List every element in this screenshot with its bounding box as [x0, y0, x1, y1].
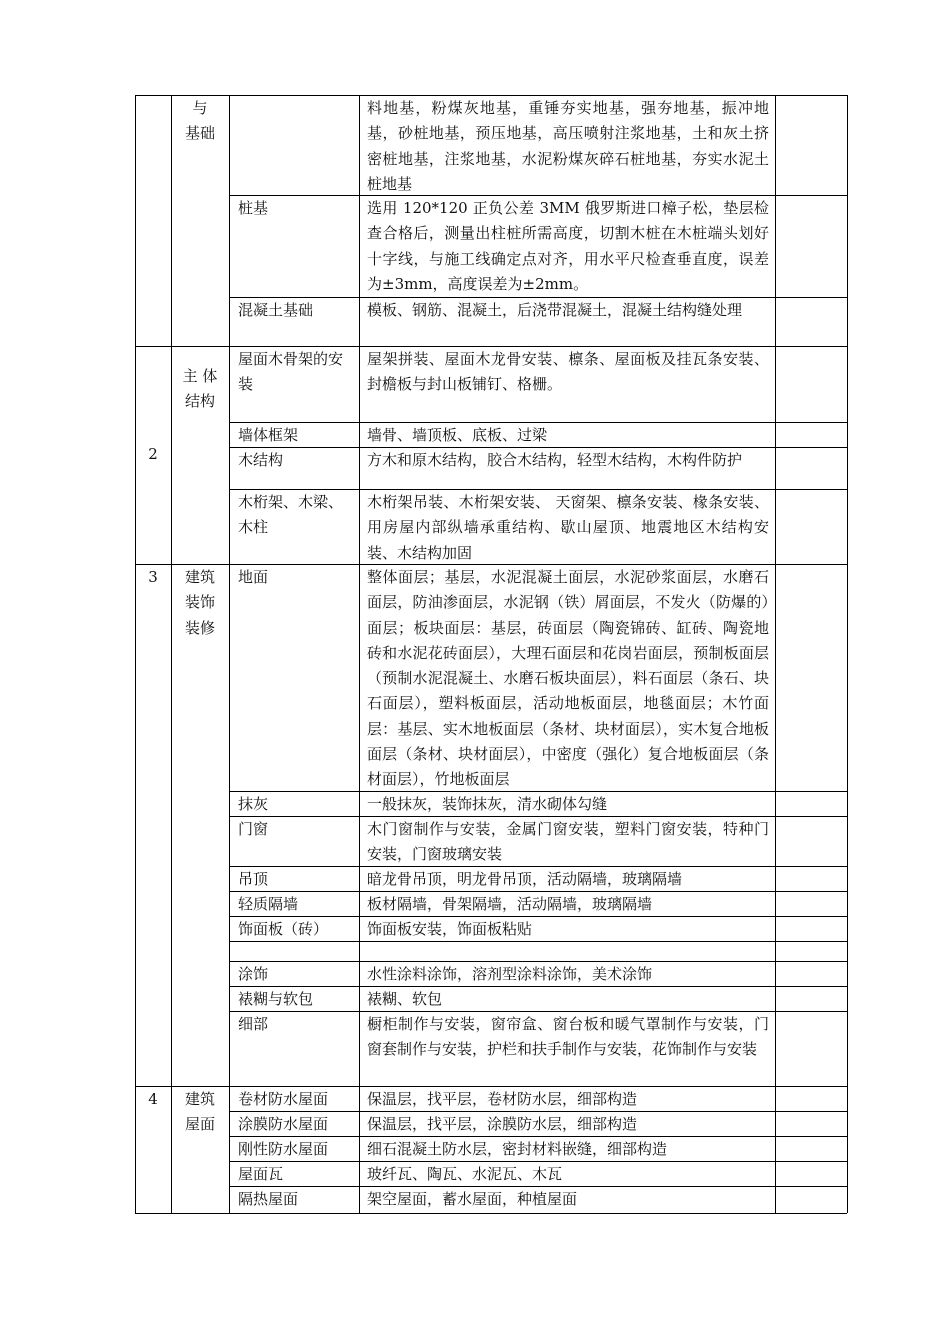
serial-number: 3: [148, 568, 158, 586]
serial-number: 2: [148, 445, 158, 463]
subitem-label: 桩基: [238, 199, 269, 217]
content-text: 板材隔墙，骨架隔墙，活动隔墙，玻璃隔墙: [367, 895, 653, 913]
subitem-label: 卷材防水屋面: [238, 1090, 329, 1108]
subitem-label: 吊顶: [238, 870, 269, 888]
subitem-label: 细部: [238, 1015, 269, 1033]
subitem-label: 刚性防水屋面: [238, 1140, 329, 1158]
content-text: 保温层，找平层，卷材防水层，细部构造: [367, 1090, 638, 1108]
content-text: 屋架拼装、屋面木龙骨安装、檩条、屋面板及挂瓦条安装、封檐板与封山板铺钉、格栅。: [367, 350, 769, 394]
content-text: 选用 120*120 正负公差 3MM 俄罗斯进口樟子松，垫层检查合格后，测量出柱桩所需高度，切割木桩在木桩端头划好十字线，与施工线确定点对齐，用水平尺检查垂直度，误差为±3mm，高度误差为±2mm。: [367, 199, 769, 293]
content-text: 裱糊、软包: [367, 990, 443, 1008]
subitem-label: 木结构: [238, 451, 284, 469]
subitem-label: 饰面板（砖）: [238, 920, 329, 938]
content-text: 木桁架吊装、木桁架安装、 天窗架、檩条安装、椽条安装、用房屋内部纵墙承重结构、歇山屋顶、地震地区木结构安装、木结构加固: [367, 493, 769, 562]
content-text: 水性涂料涂饰，溶剂型涂料涂饰，美术涂饰: [367, 965, 653, 983]
content-text: 模板、钢筋、混凝土，后浇带混凝土，混凝土结构缝处理: [367, 301, 743, 319]
subitem-label: 涂饰: [238, 965, 269, 983]
category-label: 与 基础: [184, 99, 215, 143]
serial-number: 4: [148, 1090, 158, 1108]
subitem-label: 木桁架、木梁、木柱: [238, 493, 344, 537]
content-text: 架空屋面，蓄水屋面，种植屋面: [367, 1190, 578, 1208]
content-text: 饰面板安装，饰面板粘贴: [367, 920, 533, 938]
content-text: 整体面层；基层，水泥混凝土面层，水泥砂浆面层，水磨石面层，防油渗面层，水泥钢（铁）屑面层，不发火（防爆的）面层；板块面层：基层，砖面层（陶瓷锦砖、缸砖、陶瓷地砖和水泥花砖面层），大理石面层和花岗岩面层，预制板面层（预制水泥混凝土、水磨石板块面层），料石面层（条石、块石面层），塑料板面层，活动地板面层，地毯面层；木竹面层：基层、实木地板面层（条材、块材面层），实木复合地板面层（条材、块材面层），中密度（强化）复合地板面层（条材面层），竹地板面层: [367, 568, 769, 789]
subitem-label: 墙体框架: [238, 426, 299, 444]
content-text: 一般抹灰，装饰抹灰，清水砌体勾缝: [367, 795, 608, 813]
subitem-label: 涂膜防水屋面: [238, 1115, 329, 1133]
content-text: 木门窗制作与安装，金属门窗安装，塑料门窗安装，特种门安装，门窗玻璃安装: [367, 820, 769, 864]
subitem-label: 混凝土基础: [238, 301, 314, 319]
content-text: 玻纤瓦、陶瓦、水泥瓦、木瓦: [367, 1165, 563, 1183]
subitem-label: 裱糊与软包: [238, 990, 314, 1008]
category-label: 建筑 屋面: [184, 1090, 215, 1134]
content-text: 保温层，找平层，涂膜防水层，细部构造: [367, 1115, 638, 1133]
subitem-label: 地面: [238, 568, 269, 586]
content-text: 细石混凝土防水层，密封材料嵌缝，细部构造: [367, 1140, 668, 1158]
content-text: 墙骨、墙顶板、底板、过梁: [367, 426, 548, 444]
content-text: 料地基，粉煤灰地基，重锤夯实地基，强夯地基，振冲地基，砂桩地基，预压地基，高压喷射注浆地基，土和灰土挤密桩地基，注浆地基，水泥粉煤灰碎石桩地基，夯实水泥土桩地基: [367, 99, 769, 193]
subitem-label: 轻质隔墙: [238, 895, 299, 913]
subitem-label: 门窗: [238, 820, 269, 838]
subitem-label: 抹灰: [238, 795, 269, 813]
subitem-label: 屋面木骨架的安装: [238, 350, 344, 394]
content-text: 橱柜制作与安装，窗帘盒、窗台板和暖气罩制作与安装，门窗套制作与安装，护栏和扶手制作与安装，花饰制作与安装: [367, 1015, 769, 1059]
category-label: 建筑 装饰 装修: [184, 568, 215, 637]
subitem-label: 屋面瓦: [238, 1165, 284, 1183]
content-text: 暗龙骨吊顶，明龙骨吊顶，活动隔墙，玻璃隔墙: [367, 870, 683, 888]
content-text: 方木和原木结构，胶合木结构，轻型木结构，木构件防护: [367, 451, 743, 469]
category-label: 主 体 结构: [182, 367, 218, 411]
subitem-label: 隔热屋面: [238, 1190, 299, 1208]
